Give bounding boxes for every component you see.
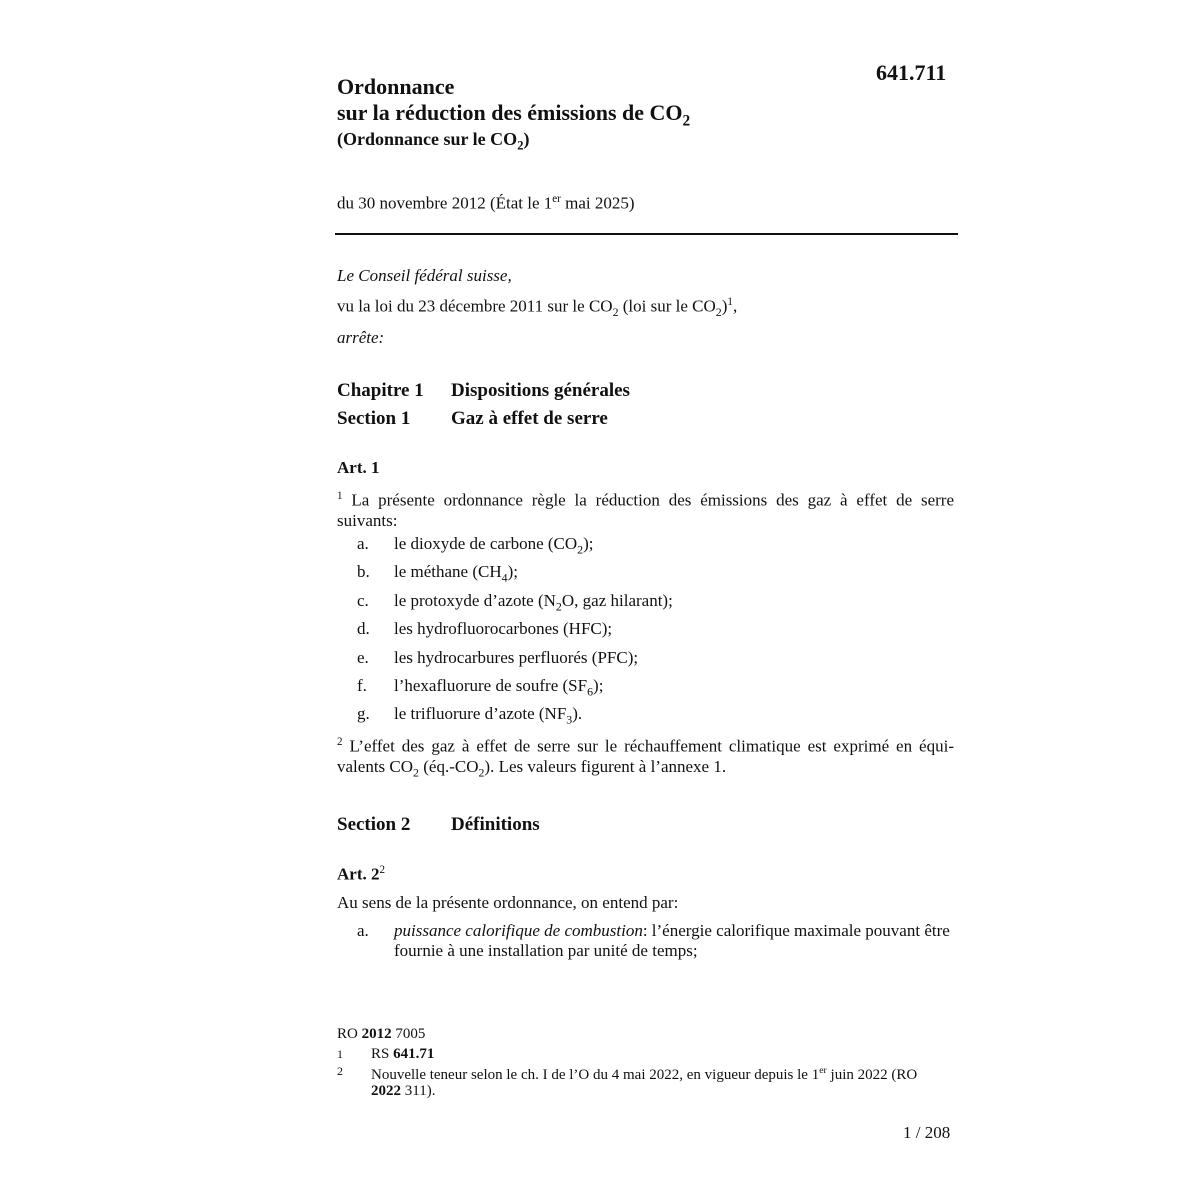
subtitle-text: (Ordonnance sur le CO <box>337 129 518 149</box>
section-title: Définitions <box>451 814 540 835</box>
footnote-number: 2 <box>337 1064 343 1078</box>
section-number: Section 2 <box>337 814 411 835</box>
preamble-authority: Le Conseil fédéral suisse, <box>337 266 512 285</box>
date-suffix: mai 2025) <box>560 193 635 213</box>
item-subscript: 4 <box>501 570 508 585</box>
fn1-prefix: RS <box>371 1046 394 1062</box>
paragraph-number: 1 <box>337 490 343 502</box>
basis-text-b: (loi sur le CO <box>618 296 716 316</box>
fn2-bold: 2022 <box>371 1083 401 1099</box>
subtitle-suffix: ) <box>523 129 530 149</box>
item-text-main: le trifluorure d’azote (NF <box>394 704 567 724</box>
item-text-main: le méthane (CH <box>394 562 502 582</box>
paragraph-2-sub-1: 2 <box>413 765 419 780</box>
item-letter: f. <box>357 675 367 695</box>
publication-reference <box>337 1026 425 1043</box>
item-text-main: le dioxyde de carbone (CO <box>394 534 578 553</box>
fn2-text-a: Nouvelle teneur selon le ch. I de l’O du 4 mai 2022, en vigueur depuis le 1 <box>371 1067 820 1083</box>
document-date <box>337 193 635 214</box>
chapter-title: Dispositions générales <box>451 380 630 401</box>
item-text-end: ). <box>572 704 583 724</box>
ro-page: 7005 <box>391 1026 426 1042</box>
section-1-heading <box>337 408 608 430</box>
header-divider <box>335 233 958 235</box>
paragraph-2-text-b: (éq.-CO <box>418 756 479 776</box>
date-text: du 30 novembre 2012 (État le 1 <box>337 193 553 213</box>
section-number: Section 1 <box>337 408 411 429</box>
footnote-2 <box>337 1063 937 1099</box>
article-1-paragraph-2 <box>337 732 954 782</box>
fn2-sup: er <box>819 1065 827 1076</box>
item-text-end: O, gaz hilarant); <box>561 590 673 610</box>
ro-year: 2012 <box>361 1026 392 1042</box>
fn2-text-c: 311). <box>401 1083 436 1099</box>
paragraph-2-sub-2: 2 <box>478 765 485 780</box>
item-text <box>394 648 638 667</box>
paragraph-2-text-a: L’effet des gaz à effet de serre sur le réchauffement climatique est exprimé en équi-valents CO <box>337 736 954 776</box>
item-subscript: 2 <box>555 599 562 614</box>
preamble-basis <box>337 289 737 325</box>
fn1-bold: 641.71 <box>393 1046 435 1062</box>
list-item <box>357 562 673 590</box>
item-text-end: ); <box>507 562 518 582</box>
subtitle-subscript: 2 <box>517 138 524 153</box>
item-letter: a. <box>357 921 369 940</box>
item-letter: a. <box>357 534 369 553</box>
section-title: Gaz à effet de serre <box>451 408 608 429</box>
item-letter: e. <box>357 647 369 667</box>
title-subscript: 2 <box>682 112 691 130</box>
list-item <box>357 619 673 647</box>
article-1-paragraph-1 <box>337 486 954 531</box>
footnote-1 <box>337 1046 937 1062</box>
basis-text-c: ) <box>721 296 728 316</box>
list-item <box>357 591 673 619</box>
item-text <box>394 675 604 699</box>
article-title-text: Art. 2 <box>337 864 380 884</box>
footnote-ref-2[interactable]: 2 <box>379 864 386 876</box>
item-text <box>394 590 673 614</box>
basis-text-a: vu la loi du 23 décembre 2011 sur le CO <box>337 296 613 316</box>
item-subscript: 2 <box>577 542 584 557</box>
footnote-number: 1 <box>337 1047 343 1061</box>
footnote-text <box>371 1046 434 1062</box>
preamble <box>337 263 737 351</box>
item-text-main: l’hexafluorure de soufre (SF <box>394 675 588 695</box>
item-letter: b. <box>357 562 370 582</box>
item-letter: g. <box>357 704 370 724</box>
item-text-end: ); <box>593 675 604 695</box>
chapter-1-heading <box>337 380 630 402</box>
title-line-1: Ordonnance <box>337 74 455 99</box>
basis-text-d: , <box>732 296 738 316</box>
list-item <box>357 534 673 562</box>
page-number: 1 / 208 <box>903 1123 951 1142</box>
definition-item-a <box>357 921 955 961</box>
list-item <box>357 704 673 732</box>
gas-list <box>357 534 673 733</box>
ro-prefix: RO <box>337 1026 362 1042</box>
article-2-title <box>337 864 385 885</box>
list-item <box>357 676 673 704</box>
paragraph-2-text-c: ). Les valeurs figurent à l’annexe 1. <box>484 756 727 776</box>
item-text <box>394 619 612 638</box>
article-1-title: Art. 1 <box>337 458 380 477</box>
item-text <box>394 704 583 727</box>
preamble-decree: arrête: <box>337 328 385 348</box>
item-text <box>394 534 594 557</box>
paragraph-number: 2 <box>337 736 343 748</box>
document-number: 641.711 <box>876 60 947 85</box>
item-text-main: les hydrofluorocarbones (HFC); <box>394 619 613 639</box>
fn2-text-b: juin 2022 (RO <box>826 1067 918 1083</box>
document-title <box>337 74 690 134</box>
item-text-end: ); <box>583 534 594 553</box>
definition-term: puissance calorifique de combustion <box>394 921 643 940</box>
definition-text <box>394 921 955 961</box>
title-line-2-text: sur la réduction des émissions de CO <box>337 100 683 125</box>
footnote-text <box>371 1063 937 1099</box>
paragraph-text: La présente ordonnance règle la réduction des émissions des gaz à effet de serre suivants: <box>337 490 954 530</box>
item-subscript: 3 <box>566 712 573 727</box>
basis-sub-2: 2 <box>715 305 722 320</box>
basis-sub-1: 2 <box>612 305 619 320</box>
definition-body: : l’énergie calorifique maximale pouvant être fournie à une installation par unité de temps; <box>394 921 950 960</box>
article-2-intro: Au sens de la présente ordonnance, on entend par: <box>337 893 679 912</box>
chapter-number: Chapitre 1 <box>337 380 424 401</box>
item-subscript: 6 <box>587 684 594 699</box>
item-text-main: les hydrocarbures perfluorés (PFC); <box>394 647 639 667</box>
item-letter: c. <box>357 590 369 610</box>
item-letter: d. <box>357 619 370 639</box>
item-text-main: le protoxyde d’azote (N <box>394 590 556 610</box>
footnote-ref-1[interactable]: 1 <box>727 296 733 308</box>
list-item <box>357 648 673 676</box>
document-subtitle <box>337 129 529 154</box>
section-2-heading <box>337 814 540 836</box>
item-text <box>394 562 518 585</box>
date-superscript: er <box>552 193 561 205</box>
